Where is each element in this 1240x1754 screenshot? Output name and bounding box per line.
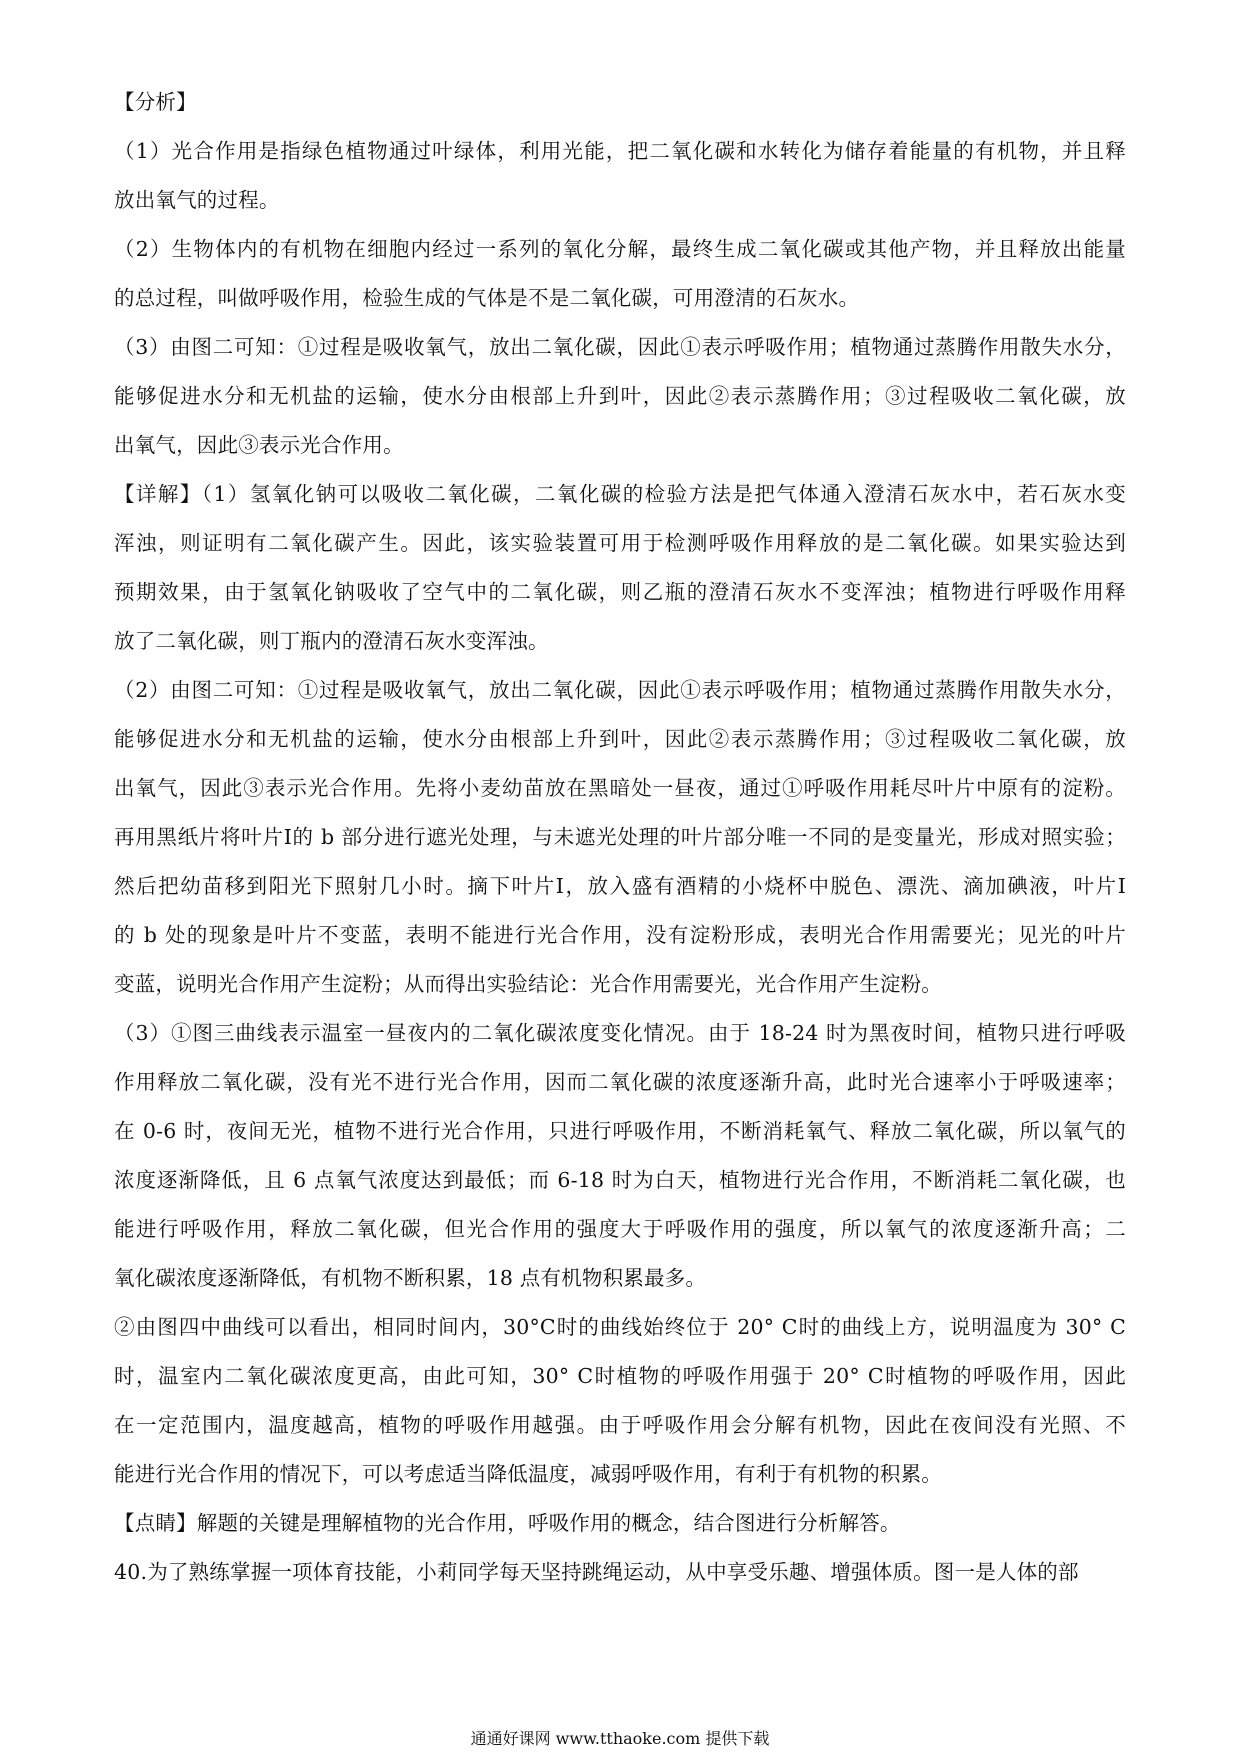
text-line: 浓度逐渐降低，且 6 点氧气浓度达到最低；而 6-18 时为白天，植物进行光合作用，不断消耗二氧化碳，也 [114,1168,1126,1192]
text-line: 然后把幼苗移到阳光下照射几小时。摘下叶片Ⅰ，放入盛有酒精的小烧杯中脱色、漂洗、滴加碘液，叶片Ⅰ [114,874,1126,898]
text-line: 【详解】（1）氢氧化钠可以吸收二氧化碳，二氧化碳的检验方法是把气体通入澄清石灰水中，若石灰水变 [114,482,1126,506]
text-line: 再用黑纸片将叶片Ⅰ的 b 部分进行遮光处理，与未遮光处理的叶片部分唯一不同的是变量光，形成对照实验； [114,825,1126,849]
text-line: 放出氧气的过程。 [114,188,280,212]
paragraph-analysis-2 [114,225,1126,323]
page-footer: 通通好课网 www.tthaoke.com 提供下载 [470,1729,770,1748]
text-line: 【分析】 [114,90,197,114]
text-line: 时，温室内二氧化碳浓度更高，由此可知，30° C时植物的呼吸作用强于 20° C时植物的呼吸作用，因此 [114,1364,1126,1388]
text-line: 能进行呼吸作用，释放二氧化碳，但光合作用的强度大于呼吸作用的强度，所以氧气的浓度逐渐升高；二 [114,1217,1126,1241]
paragraph-analysis-3 [114,323,1126,470]
paragraph-detail-4 [114,1303,1126,1499]
text-line: 能够促进水分和无机盐的运输，使水分由根部上升到叶，因此②表示蒸腾作用；③过程吸收二氧化碳，放 [114,384,1126,408]
text-line: 氧化碳浓度逐渐降低，有机物不断积累，18 点有机物积累最多。 [114,1266,707,1290]
text-line: 在一定范围内，温度越高，植物的呼吸作用越强。由于呼吸作用会分解有机物，因此在夜间没有光照、不 [114,1413,1126,1437]
text-line: 出氧气，因此③表示光合作用。 [114,433,404,457]
text-line: 出氧气，因此③表示光合作用。先将小麦幼苗放在黑暗处一昼夜，通过①呼吸作用耗尽叶片中原有的淀粉。 [114,776,1126,800]
text-line: 变蓝，说明光合作用产生淀粉；从而得出实验结论：光合作用需要光，光合作用产生淀粉。 [114,972,942,996]
text-line: （2）生物体内的有机物在细胞内经过一系列的氧化分解，最终生成二氧化碳或其他产物，并且释放出能量 [114,237,1126,261]
text-line: 作用释放二氧化碳，没有光不进行光合作用，因而二氧化碳的浓度逐渐升高，此时光合速率小于呼吸速率； [114,1070,1126,1094]
paragraph-comment [114,1499,1126,1548]
text-line: （3）①图三曲线表示温室一昼夜内的二氧化碳浓度变化情况。由于 18-24 时为黑夜时间，植物只进行呼吸 [114,1021,1126,1045]
text-line: 的 b 处的现象是叶片不变蓝，表明不能进行光合作用，没有淀粉形成，表明光合作用需要光；见光的叶片 [114,923,1126,947]
text-line: 在 0-6 时，夜间无光，植物不进行光合作用，只进行呼吸作用，不断消耗氧气、释放二氧化碳，所以氧气的 [114,1119,1126,1143]
paragraph-detail-2 [114,666,1126,1009]
paragraph-question-40 [114,1548,1126,1597]
text-line: 预期效果，由于氢氧化钠吸收了空气中的二氧化碳，则乙瓶的澄清石灰水不变浑浊；植物进行呼吸作用释 [114,580,1126,604]
text-line: 40.为了熟练掌握一项体育技能，小莉同学每天坚持跳绳运动，从中享受乐趣、增强体质。图一是人体的部 [114,1560,1079,1584]
paragraph-analysis-1 [114,127,1126,225]
text-line: （2）由图二可知：①过程是吸收氧气，放出二氧化碳，因此①表示呼吸作用；植物通过蒸腾作用散失水分， [114,678,1126,702]
text-line: 能进行光合作用的情况下，可以考虑适当降低温度，减弱呼吸作用，有利于有机物的积累。 [114,1462,942,1486]
paragraph-detail-3 [114,1009,1126,1303]
text-line: 的总过程，叫做呼吸作用，检验生成的气体是不是二氧化碳，可用澄清的石灰水。 [114,286,860,310]
text-line: 放了二氧化碳，则丁瓶内的澄清石灰水变浑浊。 [114,629,549,653]
paragraph-analysis-heading [114,78,1126,127]
text-line: ②由图四中曲线可以看出，相同时间内，30°C时的曲线始终位于 20° C时的曲线上方，说明温度为 30° C [114,1315,1126,1339]
paragraph-detail-1 [114,470,1126,666]
text-line: 能够促进水分和无机盐的运输，使水分由根部上升到叶，因此②表示蒸腾作用；③过程吸收二氧化碳，放 [114,727,1126,751]
text-line: 浑浊，则证明有二氧化碳产生。因此，该实验装置可用于检测呼吸作用释放的是二氧化碳。如果实验达到 [114,531,1126,555]
text-line: 【点睛】解题的关键是理解植物的光合作用，呼吸作用的概念，结合图进行分析解答。 [114,1511,901,1535]
text-line: （3）由图二可知：①过程是吸收氧气，放出二氧化碳，因此①表示呼吸作用；植物通过蒸腾作用散失水分， [114,335,1126,359]
document-body [114,78,1126,1597]
text-line: （1）光合作用是指绿色植物通过叶绿体，利用光能，把二氧化碳和水转化为储存着能量的有机物，并且释 [114,139,1126,163]
